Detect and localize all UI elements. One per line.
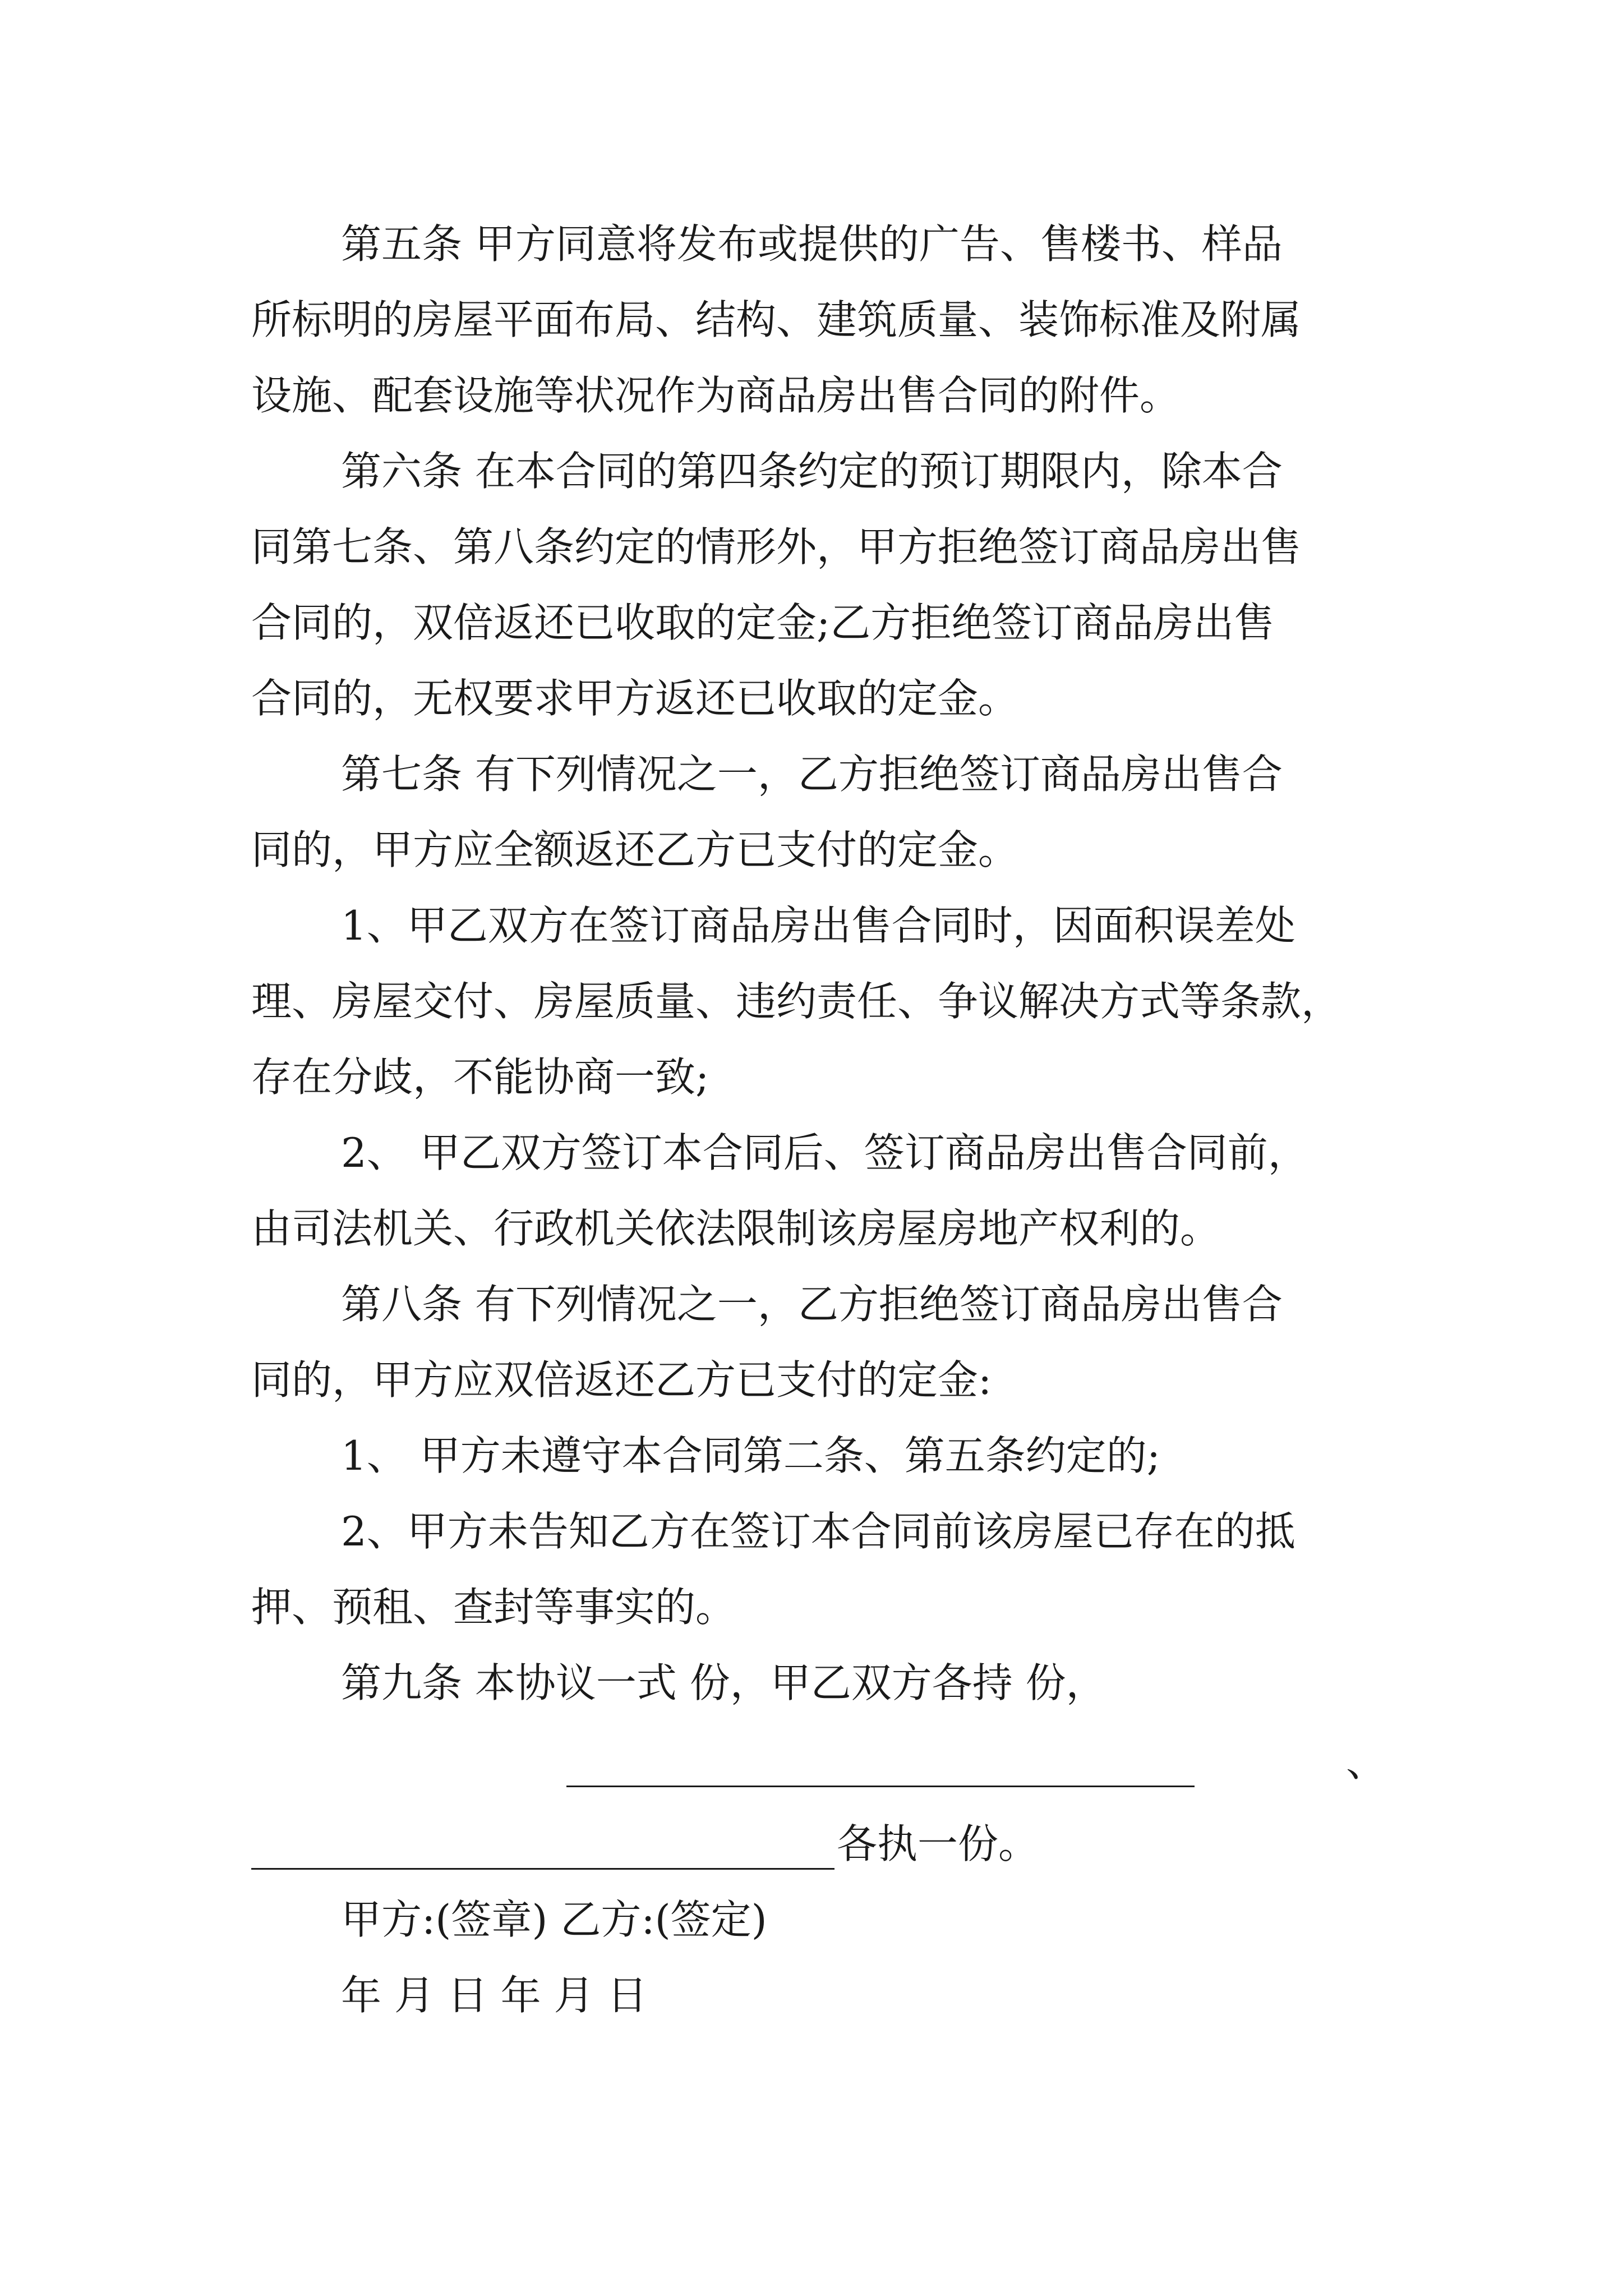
clause-6-line-4: 合同的，无权要求甲方返还已收取的定金。 [251,675,1019,722]
clause-5-line-2: 所标明的房屋平面布局、结构、建筑质量、装饰标准及附属 [251,296,1302,343]
clause-5-line-1: 第五条 甲方同意将发布或提供的广告、售楼书、样品 [341,220,1283,268]
blank-underline-2 [251,1868,834,1870]
enumeration-comma: 、 [1346,1738,1387,1786]
signature-dates: 年 月 日 年 月 日 [341,1972,648,2019]
clause-6-line-2: 同第七条、第八条约定的情形外，甲方拒绝签订商品房出售 [251,523,1302,570]
clause-7-item-1-line-2: 理、房屋交付、房屋质量、违约责任、争议解决方式等条款， [251,978,1342,1025]
clause-8-item-1: 1、 甲方未遵守本合同第二条、第五条约定的; [341,1432,1160,1479]
clause-7-item-1-line-1: 1、甲乙双方在签订商品房出售合同时，因面积误差处 [341,902,1295,949]
clause-8-line-1: 第八条 有下列情况之一，乙方拒绝签订商品房出售合 [341,1281,1283,1328]
clause-9-line-3: 各执一份。 [837,1820,1039,1867]
clause-9-line-1: 第九条 本协议一式 份，甲乙双方各持 份， [341,1659,1106,1706]
clause-7-line-1: 第七条 有下列情况之一，乙方拒绝签订商品房出售合 [341,751,1283,798]
clause-8-line-2: 同的，甲方应双倍返还乙方已支付的定金: [251,1356,992,1404]
clause-7-line-2: 同的，甲方应全额返还乙方已支付的定金。 [251,826,1019,873]
clause-7-item-2-line-2: 由司法机关、行政机关依法限制该房屋房地产权利的。 [251,1205,1221,1252]
clause-8-item-2-line-2: 押、预租、查封等事实的。 [251,1584,736,1631]
clause-5-line-3: 设施、配套设施等状况作为商品房出售合同的附件。 [251,372,1181,419]
clause-6-line-1: 第六条 在本合同的第四条约定的预订期限内，除本合 [341,448,1283,495]
clause-7-item-1-line-3: 存在分歧，不能协商一致; [251,1053,709,1101]
clause-6-line-3: 合同的，双倍返还已收取的定金;乙方拒绝签订商品房出售 [251,599,1275,646]
clause-7-item-2-line-1: 2、 甲乙双方签订本合同后、签订商品房出售合同前， [341,1129,1308,1176]
signature-parties: 甲方:(签章) 乙方:(签定) [341,1896,767,1943]
clause-8-item-2-line-1: 2、甲方未告知乙方在签订本合同前该房屋已存在的抵 [341,1508,1295,1555]
blank-underline-1 [566,1786,1195,1787]
